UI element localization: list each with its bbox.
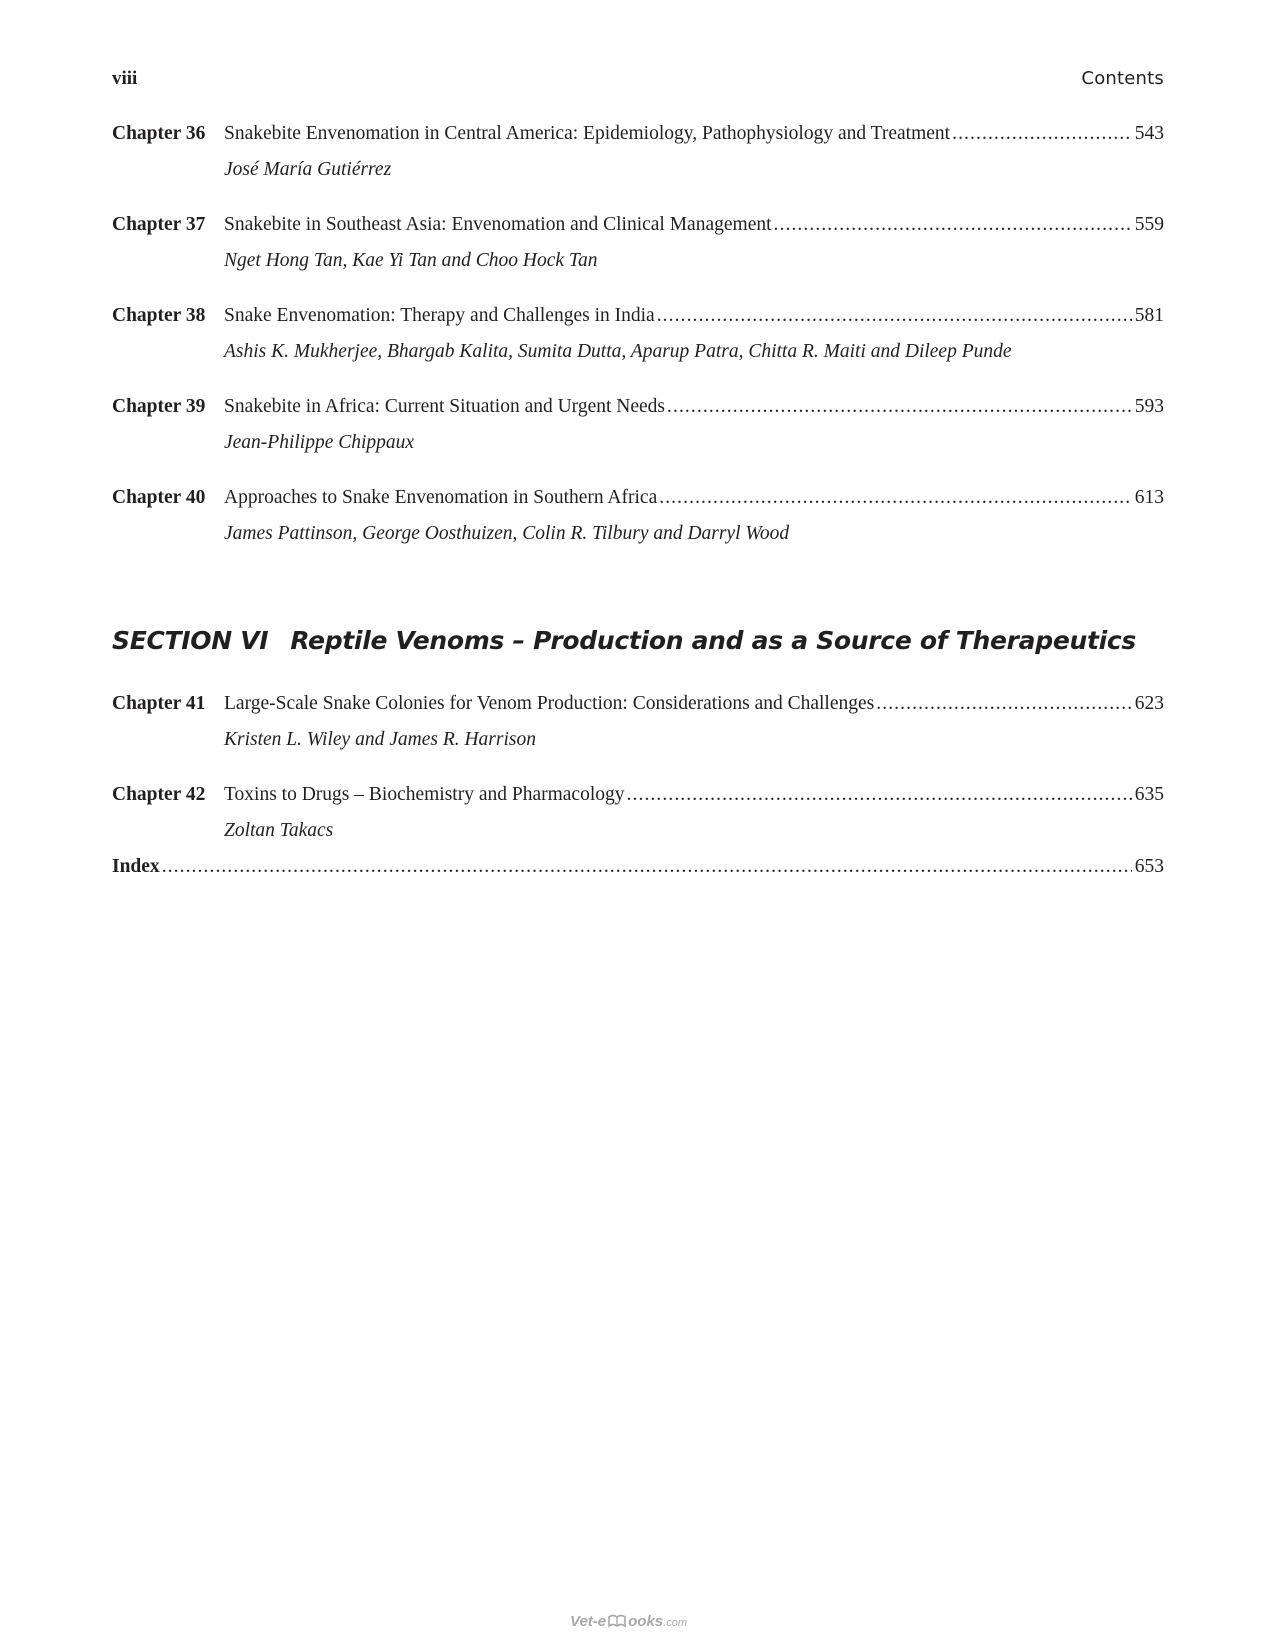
toc-entry-chapter-36[interactable] — [112, 120, 1164, 184]
watermark-text-right: ooks — [628, 1612, 664, 1630]
chapter-label: Chapter 41 — [112, 693, 206, 714]
section-number: SECTION VI — [112, 626, 269, 655]
watermark-logo — [570, 1612, 687, 1638]
page-number: 623 — [1134, 693, 1164, 714]
toc-entry-chapter-37[interactable] — [112, 211, 1164, 275]
section-heading — [112, 624, 1164, 658]
chapter-label: Chapter 38 — [112, 305, 206, 326]
toc-entry-line — [112, 393, 1164, 421]
toc-list-part2 — [112, 690, 1164, 881]
page-number: 543 — [1134, 123, 1164, 144]
section-title: Reptile Venoms – Production and as a Source of Therapeutics — [290, 626, 1137, 655]
running-title: Contents — [1081, 68, 1164, 89]
toc-entry-line — [112, 302, 1164, 330]
toc-entry-line — [112, 690, 1164, 718]
dot-leader — [657, 302, 1132, 330]
page-folio: viii — [112, 68, 138, 89]
chapter-title: Large-Scale Snake Colonies for Venom Production: Considerations and Challenges — [224, 693, 875, 714]
dot-leader — [659, 484, 1132, 512]
chapter-label: Chapter 36 — [112, 123, 206, 144]
toc-entry-index[interactable] — [112, 853, 1164, 881]
chapter-authors: Ashis K. Mukherjee, Bhargab Kalita, Sumita Dutta, Aparup Patra, Chitta R. Maiti and Dileep Punde — [224, 341, 1012, 362]
chapter-authors: James Pattinson, George Oosthuizen, Colin R. Tilbury and Darryl Wood — [224, 523, 790, 544]
toc-entry-chapter-42[interactable] — [112, 781, 1164, 845]
chapter-authors: Kristen L. Wiley and James R. Harrison — [224, 729, 536, 750]
chapter-title: Approaches to Snake Envenomation in Southern Africa — [224, 487, 658, 508]
dot-leader — [774, 211, 1132, 239]
toc-list-part1 — [112, 120, 1164, 548]
chapter-label: Chapter 42 — [112, 784, 206, 805]
toc-entry-line — [112, 781, 1164, 809]
page-number: 593 — [1134, 396, 1164, 417]
page-number: 653 — [1134, 856, 1164, 877]
dot-leader — [952, 120, 1132, 148]
toc-entry-line — [112, 853, 1164, 881]
watermark-text-left: Vet-e — [570, 1612, 607, 1630]
page-number: 559 — [1134, 214, 1164, 235]
chapter-title: Snake Envenomation: Therapy and Challenges in India — [224, 305, 655, 326]
page-number: 581 — [1134, 305, 1164, 326]
chapter-authors: José María Gutiérrez — [224, 159, 392, 180]
chapter-label: Chapter 40 — [112, 487, 206, 508]
chapter-title: Snakebite in Africa: Current Situation and Urgent Needs — [224, 396, 665, 417]
toc-entry-chapter-38[interactable] — [112, 302, 1164, 366]
page-number: 613 — [1134, 487, 1164, 508]
toc-entry-line — [112, 211, 1164, 239]
dot-leader — [627, 781, 1132, 809]
index-label: Index — [112, 856, 160, 877]
page-number: 635 — [1134, 784, 1164, 805]
chapter-label: Chapter 37 — [112, 214, 206, 235]
watermark-suffix: .com — [663, 1616, 687, 1629]
chapter-title: Snakebite in Southeast Asia: Envenomation and Clinical Management — [224, 214, 772, 235]
toc-entry-line — [112, 484, 1164, 512]
dot-leader — [667, 393, 1132, 421]
toc-entry-chapter-41[interactable] — [112, 690, 1164, 754]
running-head — [112, 68, 1164, 94]
chapter-title: Snakebite Envenomation in Central America: Epidemiology, Pathophysiology and Treatment — [224, 123, 951, 144]
toc-entry-chapter-39[interactable] — [112, 393, 1164, 457]
dot-leader — [876, 690, 1132, 718]
toc-entry-chapter-40[interactable] — [112, 484, 1164, 548]
chapter-authors: Zoltan Takacs — [224, 820, 334, 841]
chapter-authors: Jean-Philippe Chippaux — [224, 432, 415, 453]
open-book-icon — [607, 1612, 627, 1632]
chapter-authors: Nget Hong Tan, Kae Yi Tan and Choo Hock Tan — [224, 250, 598, 271]
toc-entry-line — [112, 120, 1164, 148]
dot-leader — [162, 853, 1132, 881]
chapter-title: Toxins to Drugs – Biochemistry and Pharmacology — [224, 784, 625, 805]
chapter-label: Chapter 39 — [112, 396, 206, 417]
